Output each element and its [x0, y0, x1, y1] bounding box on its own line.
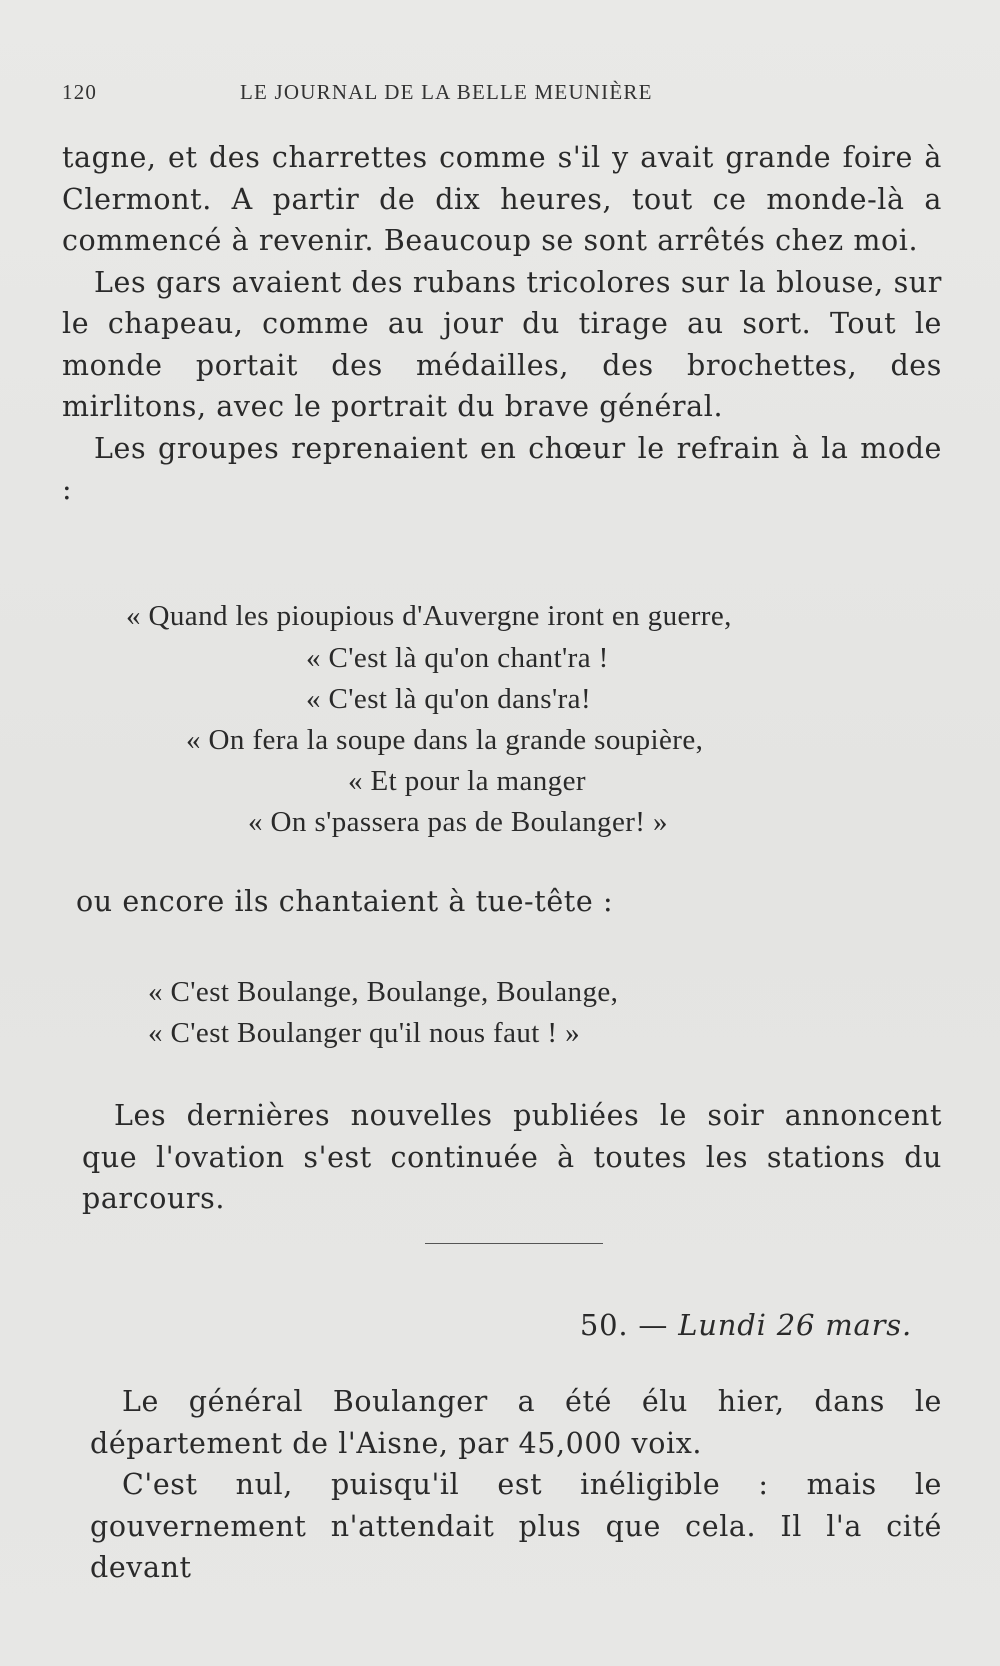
- song-line: « C'est Boulange, Boulange, Boulange,: [148, 976, 619, 1008]
- song-line: « On fera la soupe dans la grande soupière,: [186, 724, 704, 756]
- paragraph-general-elu: Le général Boulanger a été élu hier, dans le département de l'Aisne, par 45,000 voix.: [90, 1385, 942, 1460]
- entry-date: Lundi 26 mars.: [678, 1308, 912, 1342]
- text-block-1: [62, 137, 942, 511]
- diary-entry-heading: [580, 1308, 912, 1342]
- song-line: « C'est là qu'on dans'ra!: [306, 683, 592, 715]
- text-block-2: [76, 881, 942, 923]
- song-line: « C'est là qu'on chant'ra !: [306, 642, 609, 674]
- text-block-4: [90, 1381, 942, 1589]
- paragraph-tue-tete: ou encore ils chantaient à tue-tête :: [76, 885, 614, 918]
- paragraph-ineligible: C'est nul, puisqu'il est inéligible : mais le gouvernement n'attendait plus que cela. Il l'a cité devant: [90, 1468, 942, 1584]
- song-line: « C'est Boulanger qu'il nous faut ! »: [148, 1017, 581, 1049]
- entry-number: 50. —: [579, 1308, 679, 1342]
- song-line: « Quand les pioupious d'Auvergne iront en guerre,: [126, 600, 732, 632]
- running-title: LE JOURNAL DE LA BELLE MEUNIÈRE: [240, 80, 653, 104]
- page-header: [62, 80, 942, 110]
- song-line: « On s'passera pas de Boulanger! »: [248, 806, 668, 838]
- paragraph-rubans: Les gars avaient des rubans tricolores sur la blouse, sur le chapeau, comme au jour du tirage au sort. Tout le monde portait des médailles, des brochettes, des mirlitons, avec le portrait du brave général.: [62, 265, 942, 423]
- text-block-3: [82, 1095, 942, 1220]
- song-line: « Et pour la manger: [348, 765, 586, 797]
- paragraph-dernieres-nouvelles: Les dernières nouvelles publiées le soir annoncent que l'ovation s'est continuée à toutes les stations du parcours.: [82, 1099, 942, 1215]
- page-number: 120: [62, 80, 98, 104]
- section-divider: [425, 1243, 603, 1244]
- paragraph-continued: tagne, et des charrettes comme s'il y avait grande foire à Clermont. A partir de dix heures, tout ce monde-là a commencé à revenir. Beaucoup se sont arrêtés chez moi.: [62, 141, 942, 257]
- paragraph-groupes: Les groupes reprenaient en chœur le refrain à la mode :: [62, 431, 942, 506]
